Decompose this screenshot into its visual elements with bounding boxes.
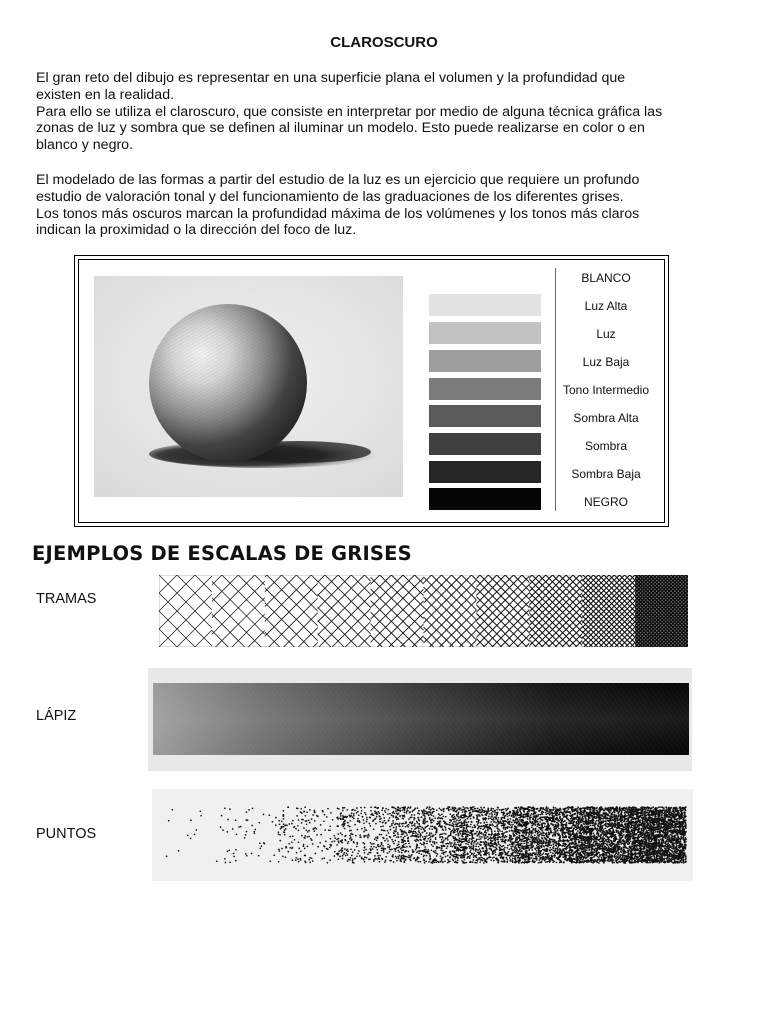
tone-swatch xyxy=(429,294,541,316)
tone-swatch xyxy=(429,488,541,510)
modelado-line: Los tonos más oscuros marcan la profundidad máxima de los volúmenes y los tonos más claros xyxy=(36,205,640,222)
pencil-scale xyxy=(148,668,692,771)
tramas-label: TRAMAS xyxy=(36,591,97,607)
tone-swatch xyxy=(429,322,541,344)
tone-label-blanco: BLANCO xyxy=(581,271,631,285)
lapiz-label: LÁPIZ xyxy=(36,708,77,724)
tone-label-luz: Luz xyxy=(596,327,616,341)
intro-line: Para ello se utiliza el claroscuro, que consiste en interpretar por medio de alguna técnica gráfica las xyxy=(36,103,663,120)
intro-line: zonas de luz y sombra que se definen al iluminar un modelo. Esto puede realizarse en color o en xyxy=(36,120,645,137)
tone-label-luz-baja: Luz Baja xyxy=(582,355,630,369)
intro-line: blanco y negro. xyxy=(36,137,134,154)
intro-line: El gran reto del dibujo es representar en una superficie plana el volumen y la profundidad que xyxy=(36,70,626,86)
tone-label-tono-intermedio: Tono Intermedio xyxy=(562,383,650,397)
crosshatch-texture xyxy=(159,575,688,647)
modelado-line: El modelado de las formas a partir del estudio de la luz es un ejercicio que requiere un profundo xyxy=(36,172,640,188)
sphere-illustration xyxy=(94,276,403,497)
stipple-scale xyxy=(152,789,693,881)
examples-heading: EJEMPLOS DE ESCALAS DE GRISES xyxy=(32,542,412,565)
tone-label-sombra-alta: Sombra Alta xyxy=(573,411,639,425)
tone-swatch xyxy=(429,350,541,372)
shaded-sphere-drawing xyxy=(94,276,403,497)
tone-swatch xyxy=(429,378,541,400)
stipple-texture xyxy=(152,789,693,881)
tone-swatch xyxy=(429,405,541,427)
tone-label-luz-alta: Luz Alta xyxy=(584,299,628,313)
modelado-line: estudio de valoración tonal y del funcionamiento de las graduaciones de los diferentes grises. xyxy=(36,188,624,205)
intro-line: existen en la realidad. xyxy=(36,86,175,103)
page-title: CLAROSCURO xyxy=(330,34,438,51)
intro-paragraph xyxy=(36,70,736,154)
crosshatch-scale xyxy=(159,575,688,647)
tone-label-sombra: Sombra xyxy=(584,439,628,453)
modelado-paragraph xyxy=(36,172,736,239)
modelado-line: indican la proximidad o la dirección del foco de luz. xyxy=(36,222,357,239)
pencil-gradient-strip xyxy=(148,668,692,771)
tone-swatch xyxy=(429,461,541,483)
tone-label-negro: NEGRO xyxy=(583,495,628,509)
puntos-label: PUNTOS xyxy=(36,826,97,842)
tone-swatch xyxy=(429,433,541,455)
tone-label-sombra-baja: Sombra Baja xyxy=(571,467,641,481)
